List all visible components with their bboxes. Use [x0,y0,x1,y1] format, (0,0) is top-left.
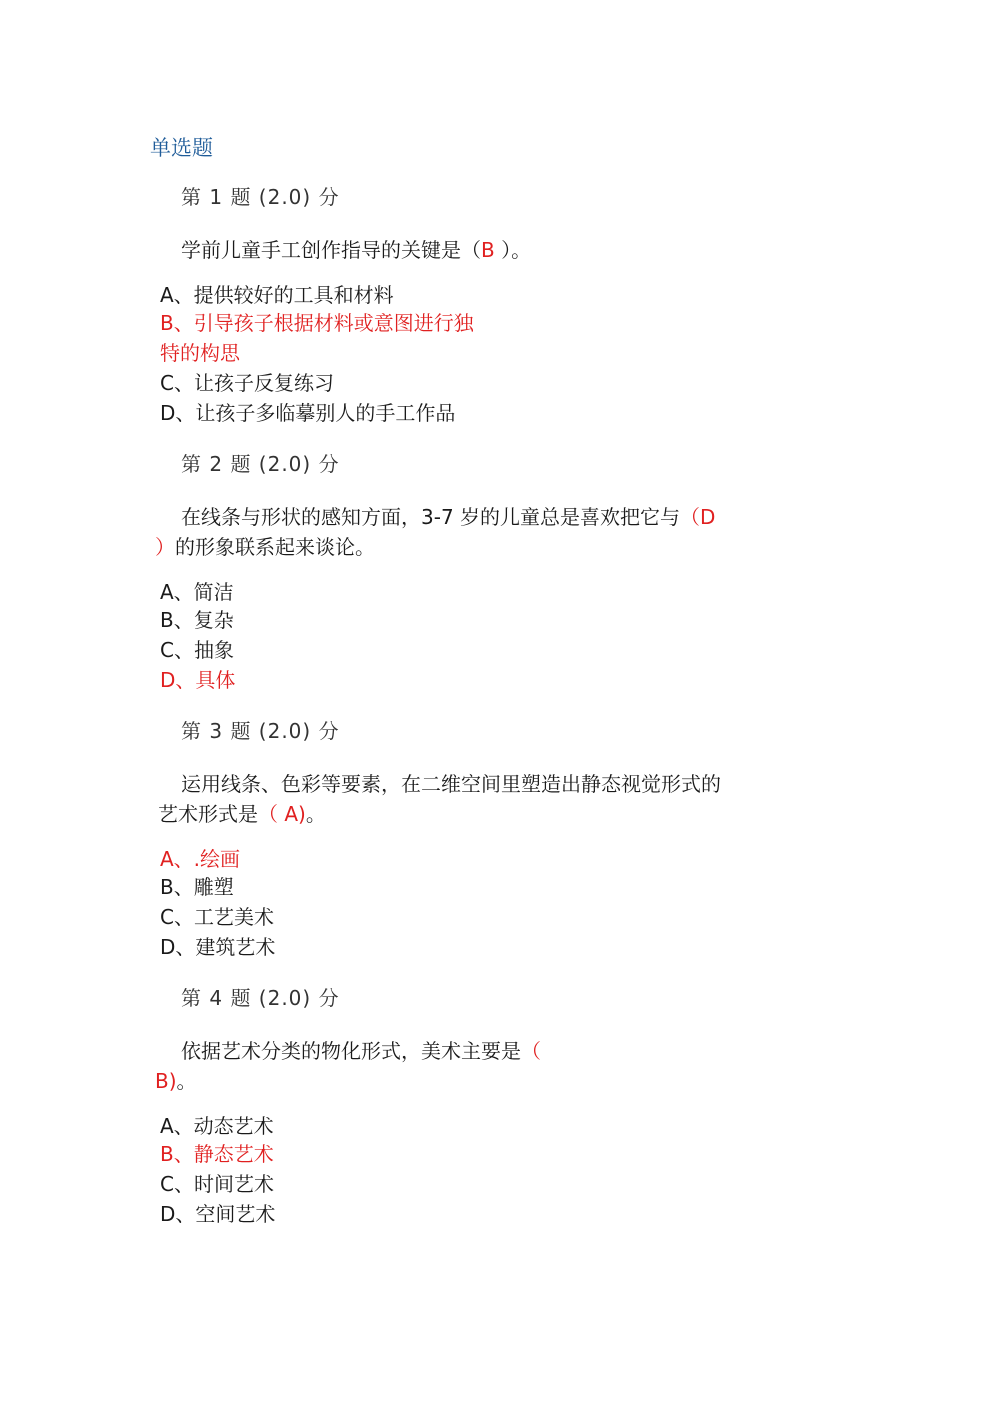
question-4-option-c: C、时间艺术 [160,1172,274,1196]
question-4-stem-text: 依据艺术分类的物化形式，美术主要是 [181,1039,521,1063]
question-1-stem-text: 学前儿童手工创作指导的关键是（ [181,238,481,262]
question-1-answer: B [481,238,502,262]
question-1-option-d: D、让孩子多临摹别人的手工作品 [160,401,456,425]
question-3-option-b: B、雕塑 [160,875,234,899]
section-title: 单选题 [150,136,213,160]
question-2-stem-end: 的形象联系起来谈论。 [175,535,375,559]
question-4-option-b: B、静态艺术 [160,1142,274,1166]
question-4-header: 第 4 题 (2.0) 分 [181,986,340,1010]
question-2-option-c: C、抽象 [160,638,234,662]
question-4-stem-line2 [155,1066,197,1096]
question-3-answer: （ A) [258,802,306,826]
question-4-option-a: A、动态艺术 [160,1114,274,1138]
question-2-answer-close: ） [155,535,175,559]
question-2-option-b: B、复杂 [160,608,234,632]
question-3-stem-end: 。 [305,802,326,826]
question-2-stem-line2 [155,532,375,562]
question-2-stem-text: 在线条与形状的感知方面，3-7 岁的儿童总是喜欢把它与 [181,505,681,529]
question-1-header: 第 1 题 (2.0) 分 [181,185,340,209]
question-2-header: 第 2 题 (2.0) 分 [181,452,340,476]
question-1-option-c: C、让孩子反复练习 [160,371,334,395]
question-3-header: 第 3 题 (2.0) 分 [181,719,340,743]
question-2-option-d: D、具体 [160,668,236,692]
question-1-stem-end: ）。 [501,238,532,262]
question-3-option-d: D、建筑艺术 [160,935,276,959]
question-4-answer: B) [155,1069,177,1093]
question-2-stem-line1 [181,502,715,532]
question-2-option-a: A、简洁 [160,580,234,604]
question-4-stem-line1 [181,1036,541,1066]
question-1-stem [181,235,531,265]
question-2-answer: （D [680,505,716,529]
question-3-stem-line1: 运用线条、色彩等要素，在二维空间里塑造出静态视觉形式的 [181,772,721,796]
question-3-stem-text: 艺术形式是 [158,802,258,826]
question-1-option-b-continued: 特的构思 [160,341,240,365]
question-1-option-a: A、提供较好的工具和材料 [160,283,394,307]
question-3-option-a: A、.绘画 [160,847,241,871]
question-4-stem-end: 。 [176,1069,197,1093]
question-1-option-b: B、引导孩子根据材料或意图进行独 [160,311,474,335]
question-4-answer-open: （ [521,1039,541,1063]
question-4-option-d: D、空间艺术 [160,1202,276,1226]
question-3-option-c: C、工艺美术 [160,905,274,929]
question-3-stem-line2 [158,799,326,829]
